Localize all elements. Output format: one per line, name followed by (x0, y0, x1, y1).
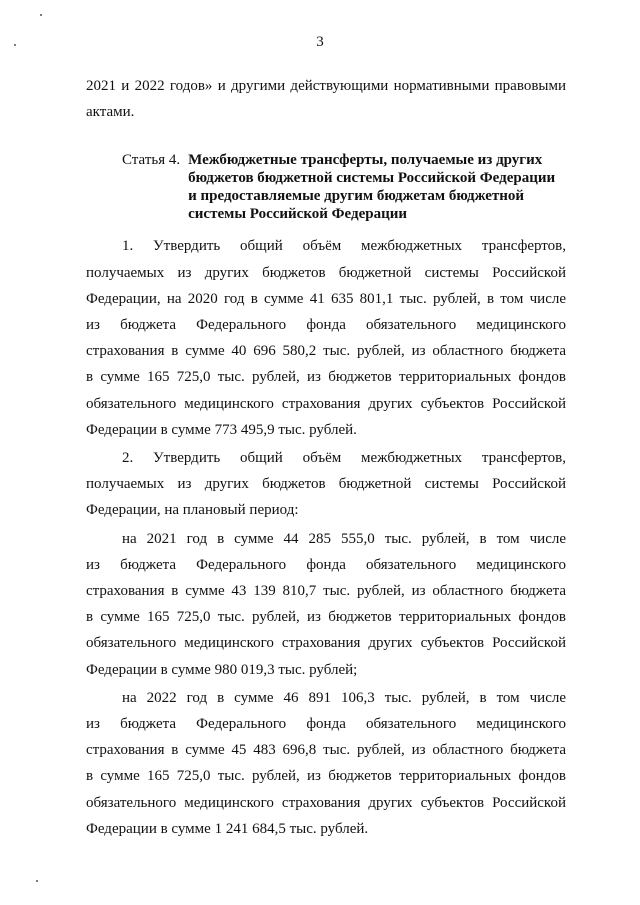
paragraph-1 (86, 233, 566, 443)
text-line: в сумме 165 725,0 тыс. рублей, из бюджетов территориальных фондов (86, 609, 566, 626)
text-line: 1. Утвердить общий объём межбюджетных трансфертов, (122, 238, 566, 255)
intro-line: 2021 и 2022 годов» и другими действующими нормативными правовыми (86, 78, 566, 94)
text-line: обязательного медицинского страхования других субъектов Российской (86, 395, 566, 412)
text-line: страхования в сумме 45 483 696,8 тыс. рублей, из областного бюджета (86, 742, 566, 759)
text-line: Федерации, на плановый период: (86, 502, 299, 519)
scan-speck (40, 14, 42, 16)
paragraph-2 (86, 445, 566, 524)
text-line: страхования в сумме 43 139 810,7 тыс. рублей, из областного бюджета (86, 583, 566, 600)
text-line: в сумме 165 725,0 тыс. рублей, из бюджетов территориальных фондов (86, 768, 566, 785)
paragraph-4 (86, 685, 566, 842)
intro-line: актами. (86, 104, 135, 121)
scan-speck (14, 44, 16, 46)
text-line: получаемых из других бюджетов бюджетной системы Российской (86, 264, 566, 281)
article-label: Статья 4. (122, 152, 181, 169)
text-line: на 2021 год в сумме 44 285 555,0 тыс. рублей, в том числе (122, 530, 566, 547)
text-line: обязательного медицинского страхования других субъектов Российской (86, 794, 566, 811)
text-line: обязательного медицинского страхования других субъектов Российской (86, 635, 566, 652)
text-line: в сумме 165 725,0 тыс. рублей, из бюджетов территориальных фондов (86, 369, 566, 386)
page-number: 3 (316, 34, 324, 50)
text-line: Федерации в сумме 1 241 684,5 тыс. рублей. (86, 820, 369, 837)
text-line: Федерации в сумме 980 019,3 тыс. рублей; (86, 661, 358, 678)
scan-speck (36, 880, 38, 882)
document-body (86, 73, 566, 842)
text-line: Федерации в сумме 773 495,9 тыс. рублей. (86, 421, 357, 438)
text-line: из бюджета Федерального фонда обязательного медицинского (86, 716, 566, 733)
paragraph-3 (86, 526, 566, 683)
text-line: страхования в сумме 40 696 580,2 тыс. рублей, из областного бюджета (86, 343, 566, 360)
text-line: Федерации, на 2020 год в сумме 41 635 801,1 тыс. рублей, в том числе (86, 290, 566, 307)
text-line: 2. Утвердить общий объём межбюджетных трансфертов, (122, 450, 566, 467)
text-line: на 2022 год в сумме 46 891 106,3 тыс. рублей, в том числе (122, 689, 566, 706)
text-line: получаемых из других бюджетов бюджетной системы Российской (86, 476, 566, 493)
text-line: из бюджета Федерального фонда обязательного медицинского (86, 556, 566, 573)
text-line: из бюджета Федерального фонда обязательного медицинского (86, 317, 566, 334)
article-title: Межбюджетные трансферты, получаемые из других бюджетов бюджетной системы Российской Федерации и предоставляемые другим бюджетам бюджетной системы Российской Федерации (188, 152, 556, 223)
article-heading (86, 151, 566, 223)
